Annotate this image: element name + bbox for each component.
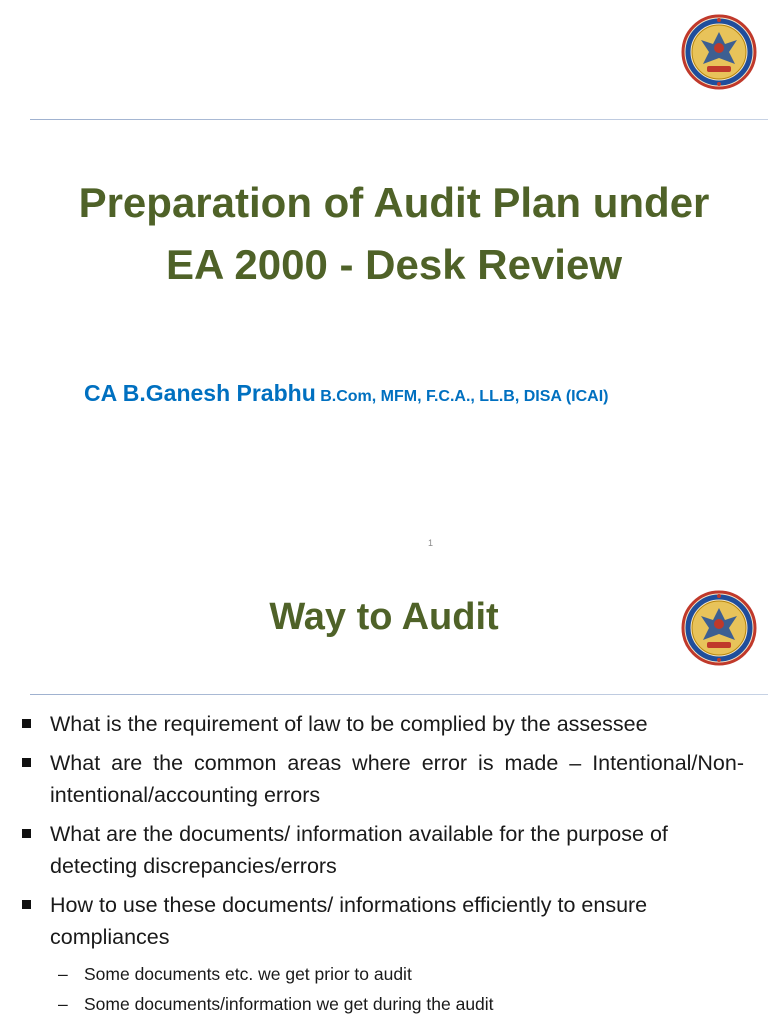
- bullet-text: What are the common areas where error is made – Intentional/Non-intentional/accounting errors: [50, 751, 744, 807]
- header-divider: [30, 119, 768, 120]
- bullet-list: [18, 708, 744, 1024]
- bullet-item: [18, 708, 744, 740]
- dash-bullet: –: [58, 994, 68, 1014]
- sub-bullet-list: [50, 959, 744, 1019]
- sub-bullet-item: [50, 959, 744, 989]
- slide-heading: Way to Audit: [269, 596, 499, 638]
- sub-bullet-text: Some documents etc. we get prior to audit: [84, 964, 412, 984]
- author-name: CA B.Ganesh Prabhu: [84, 380, 316, 406]
- square-bullet-icon: [22, 900, 31, 909]
- square-bullet-icon: [22, 758, 31, 767]
- square-bullet-icon: [22, 719, 31, 728]
- dash-bullet: –: [58, 964, 68, 984]
- title-line-1: Preparation of Audit Plan under: [78, 179, 710, 226]
- author-qualifications: B.Com, MFM, F.C.A., LL.B, DISA (ICAI): [320, 388, 609, 405]
- slide-number: 1: [428, 538, 434, 548]
- bullet-item: [18, 747, 744, 811]
- bullet-text: What is the requirement of law to be complied by the assessee: [50, 712, 648, 736]
- presentation-title: [20, 172, 768, 296]
- sub-bullet-item: [50, 989, 744, 1019]
- sub-bullet-text: Some documents/information we get during the audit: [84, 994, 494, 1014]
- bullet-item: [18, 818, 744, 882]
- content-slide: [0, 560, 768, 1024]
- bullet-text: What are the documents/ information available for the purpose of detecting discrepancies/errors: [50, 822, 668, 878]
- header-divider: [30, 694, 768, 695]
- bullet-text: How to use these documents/ informations efficiently to ensure compliances: [50, 893, 648, 949]
- bullet-item: [18, 889, 744, 1019]
- square-bullet-icon: [22, 829, 31, 838]
- author-line: [84, 380, 608, 407]
- icai-emblem-icon: [681, 14, 757, 90]
- icai-emblem-icon: [681, 590, 757, 666]
- title-line-2: EA 2000 - Desk Review: [165, 241, 623, 288]
